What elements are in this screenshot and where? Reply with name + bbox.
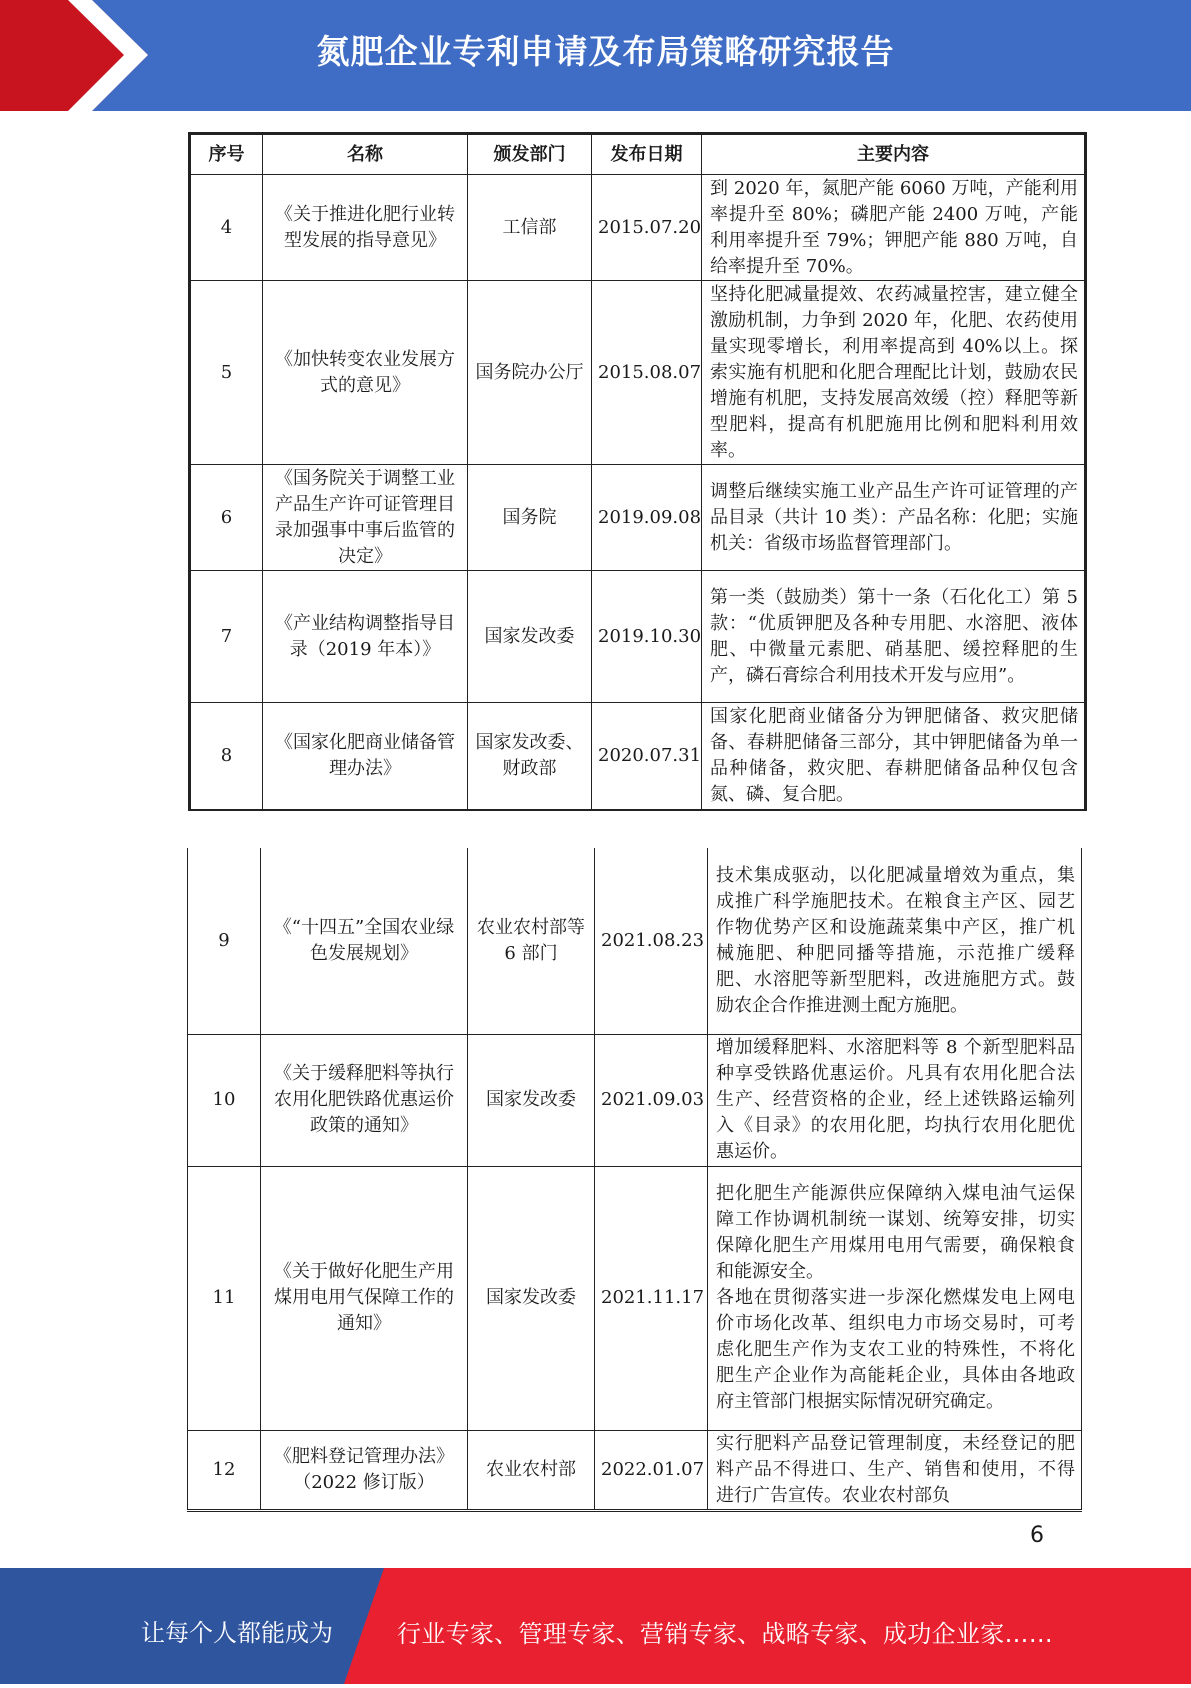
row-no: 8 — [191, 703, 263, 809]
row-name: 《加快转变农业发展方式的意见》 — [263, 281, 468, 465]
row-dept: 国务院办公厅 — [468, 281, 592, 465]
row-date: 2019.10.30 — [592, 571, 702, 703]
table-row — [191, 571, 1085, 703]
row-content — [708, 1166, 1082, 1430]
row-date: 2022.01.07 — [595, 1430, 708, 1510]
row-no: 6 — [191, 465, 263, 571]
row-dept: 农业农村部 — [468, 1430, 595, 1510]
col-header-content: 主要内容 — [702, 135, 1085, 175]
row-dept: 农业农村部等 6 部门 — [468, 848, 595, 1034]
row-name: 《关于推进化肥行业转型发展的指导意见》 — [263, 175, 468, 281]
row-content: 坚持化肥减量提效、农药减量控害，建立健全激励机制，力争到 2020 年，化肥、农药使用量实现零增长，利用率提高到 40%以上。探索实施有机肥和化肥合理配比计划，鼓励农民增施有机肥，支持发展高效缓（控）释肥等新型肥料，提高有机肥施用比例和肥料利用效率。 — [702, 281, 1085, 465]
row-date: 2019.09.08 — [592, 465, 702, 571]
row-content: 技术集成驱动，以化肥减量增效为重点，集成推广科学施肥技术。在粮食主产区、园艺作物优势产区和设施蔬菜集中产区，推广机械施肥、种肥同播等措施，示范推广缓释肥、水溶肥等新型肥料，改进施肥方式。鼓励农企合作推进测土配方施肥。 — [708, 848, 1082, 1034]
row-dept: 国家发改委 — [468, 1166, 595, 1430]
col-header-name: 名称 — [263, 135, 468, 175]
table-row — [188, 1034, 1082, 1166]
row-date: 2021.08.23 — [595, 848, 708, 1034]
table-row — [191, 703, 1085, 809]
row-no: 11 — [188, 1166, 261, 1430]
row-dept: 国家发改委 — [468, 571, 592, 703]
row-name: 《肥料登记管理办法》（2022 修订版） — [261, 1430, 468, 1510]
row-name: 《国务院关于调整工业产品生产许可证管理目录加强事中事后监管的决定》 — [263, 465, 468, 571]
row-dept: 国家发改委、财政部 — [468, 703, 592, 809]
row-content: 调整后继续实施工业产品生产许可证管理的产品目录（共计 10 类）：产品名称：化肥；实施机关：省级市场监督管理部门。 — [702, 465, 1085, 571]
row-date: 2021.09.03 — [595, 1034, 708, 1166]
row-name: 《产业结构调整指导目录（2019 年本）》 — [263, 571, 468, 703]
row-content: 实行肥料产品登记管理制度，未经登记的肥料产品不得进口、生产、销售和使用，不得进行广告宣传。农业农村部负 — [708, 1430, 1082, 1510]
row-date: 2020.07.31 — [592, 703, 702, 809]
policy-table-part-2 — [187, 848, 1082, 1512]
table-row — [188, 848, 1082, 1034]
footer-slogan-right: 行业专家、管理专家、营销专家、战略专家、成功企业家…… — [397, 1620, 1054, 1648]
row-name: 《关于做好化肥生产用煤用电用气保障工作的通知》 — [261, 1166, 468, 1430]
row-no: 10 — [188, 1034, 261, 1166]
row-no: 9 — [188, 848, 261, 1034]
col-header-date: 发布日期 — [592, 135, 702, 175]
row-content: 到 2020 年，氮肥产能 6060 万吨，产能利用率提升至 80%；磷肥产能 2400 万吨，产能利用率提升至 79%；钾肥产能 880 万吨，自给率提升至 70%。 — [702, 175, 1085, 281]
col-header-dept: 颁发部门 — [468, 135, 592, 175]
table-header-row — [191, 135, 1085, 175]
page-header — [0, 0, 1191, 111]
col-header-no: 序号 — [191, 135, 263, 175]
row-date: 2015.08.07 — [592, 281, 702, 465]
row-dept: 工信部 — [468, 175, 592, 281]
row-content: 增加缓释肥料、水溶肥料等 8 个新型肥料品种享受铁路优惠运价。凡具有农用化肥合法生产、经营资格的企业，经上述铁路运输列入《目录》的农用化肥，均执行农用化肥优惠运价。 — [708, 1034, 1082, 1166]
row-dept: 国家发改委 — [468, 1034, 595, 1166]
table-row — [188, 1430, 1082, 1510]
policy-table-part-1 — [190, 134, 1085, 809]
footer-slogan-left: 让每个人都能成为 — [141, 1619, 333, 1647]
table-row — [191, 465, 1085, 571]
row-no: 7 — [191, 571, 263, 703]
table-row — [191, 281, 1085, 465]
row-name: 《“十四五”全国农业绿色发展规划》 — [261, 848, 468, 1034]
row-no: 5 — [191, 281, 263, 465]
table-row — [188, 1166, 1082, 1430]
page-number: 6 — [1030, 1523, 1044, 1548]
row-content-paragraph: 把化肥生产能源供应保障纳入煤电油气运保障工作协调机制统一谋划、统筹安排，切实保障化肥生产用煤用电用气需要，确保粮食和能源安全。 — [716, 1183, 1075, 1282]
row-content: 国家化肥商业储备分为钾肥储备、救灾肥储备、春耕肥储备三部分，其中钾肥储备为单一品种储备，救灾肥、春耕肥储备品种仅包含氮、磷、复合肥。 — [702, 703, 1085, 809]
report-title: 氮肥企业专利申请及布局策略研究报告 — [316, 32, 895, 71]
row-date: 2015.07.20 — [592, 175, 702, 281]
row-name: 《关于缓释肥料等执行农用化肥铁路优惠运价政策的通知》 — [261, 1034, 468, 1166]
row-content-paragraph: 各地在贯彻落实进一步深化燃煤发电上网电价市场化改革、组织电力市场交易时，可考虑化肥生产作为支农工业的特殊性，不将化肥生产企业作为高能耗企业，具体由各地政府主管部门根据实际情况研究确定。 — [716, 1287, 1075, 1412]
row-no: 12 — [188, 1430, 261, 1510]
table-row — [191, 175, 1085, 281]
row-dept: 国务院 — [468, 465, 592, 571]
row-date: 2021.11.17 — [595, 1166, 708, 1430]
row-content: 第一类（鼓励类）第十一条（石化化工）第 5 款：“优质钾肥及各种专用肥、水溶肥、液体肥、中微量元素肥、硝基肥、缓控释肥的生产，磷石膏综合利用技术开发与应用”。 — [702, 571, 1085, 703]
row-no: 4 — [191, 175, 263, 281]
row-name: 《国家化肥商业储备管理办法》 — [263, 703, 468, 809]
